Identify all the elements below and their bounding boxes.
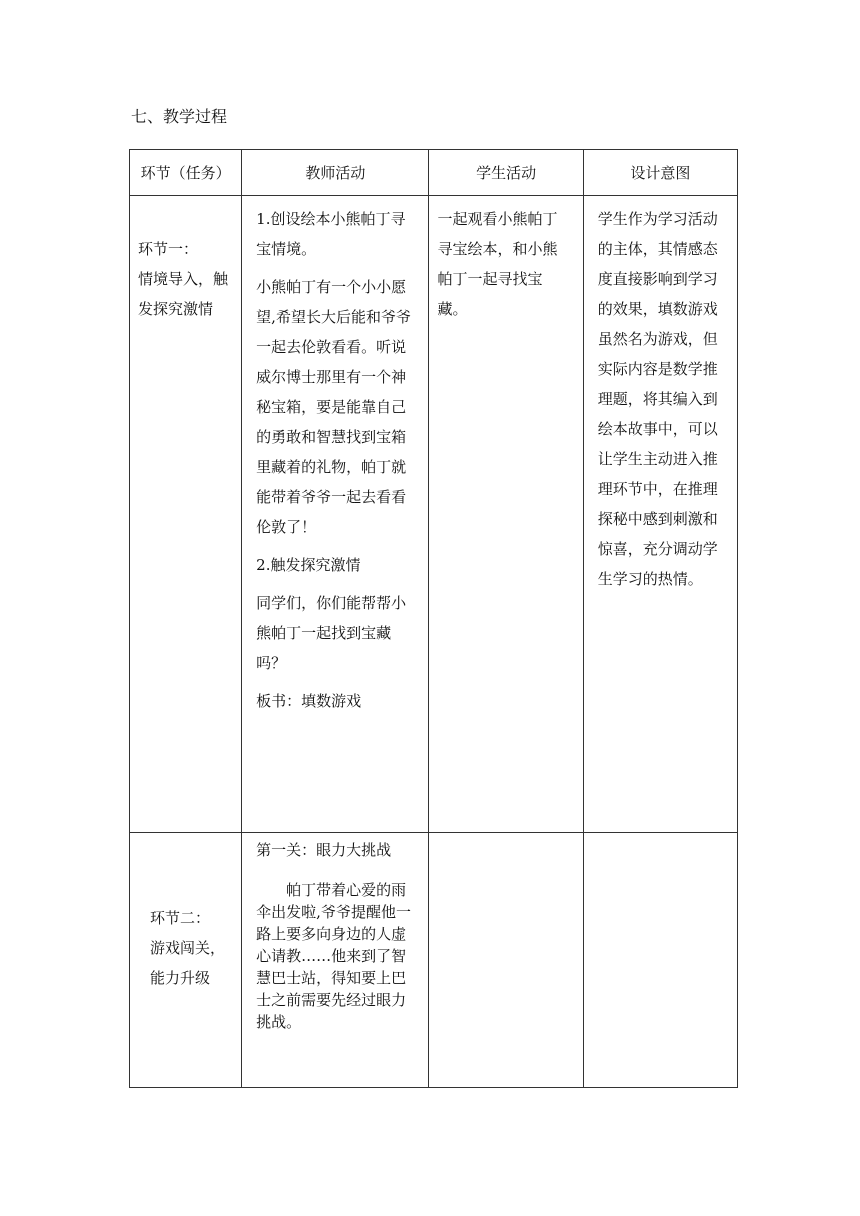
teacher-step: 1.创设绘本小熊帕丁寻宝情境。 bbox=[256, 210, 406, 258]
table-header-row bbox=[130, 150, 738, 196]
teacher-question: 同学们，你们能帮帮小熊帕丁一起找到宝藏吗？ bbox=[256, 594, 407, 672]
teaching-process-table bbox=[129, 149, 738, 1088]
table-row bbox=[130, 833, 738, 1088]
table-row bbox=[130, 196, 738, 833]
teacher-activity-cell bbox=[242, 196, 429, 833]
teacher-story: 小熊帕丁有一个小小愿望,希望长大后能和爷爷一起去伦敦看看。听说威尔博士那里有一个神秘宝箱，要是能靠自己的勇敢和智慧找到宝箱里藏着的礼物，帕丁就能带着爷爷一起去看看伦敦了！ bbox=[256, 278, 411, 536]
teacher-level-title: 第一关：眼力大挑战 bbox=[256, 841, 392, 859]
student-activity-text: 一起观看小熊帕丁寻宝绘本，和小熊帕丁一起寻找宝藏。 bbox=[437, 210, 558, 318]
design-intent-text: 学生作为学习活动的主体，其情感态度直接影响到学习的效果，填数游戏虽然名为游戏，但实际内容是数学推理题，将其编入到绘本故事中，可以让学生主动进入推理环节中，在推理探秘中感到刺激和惊喜，充分调动学生学习的热情。 bbox=[597, 210, 718, 588]
header-stage: 环节（任务） bbox=[130, 150, 242, 196]
stage-cell bbox=[130, 196, 242, 833]
student-activity-cell bbox=[429, 833, 583, 1088]
design-intent-cell bbox=[583, 833, 737, 1088]
header-student-activity: 学生活动 bbox=[429, 150, 583, 196]
stage-number: 环节一： bbox=[138, 240, 199, 258]
header-teacher-activity: 教师活动 bbox=[242, 150, 429, 196]
stage-cell bbox=[130, 833, 242, 1088]
teacher-story: 帕丁带着心爱的雨伞出发啦,爷爷提醒他一路上要多向身边的人虚心请教……他来到了智慧巴士站，得知要上巴士之前需要先经过眼力挑战。 bbox=[256, 881, 411, 1031]
teacher-activity-cell bbox=[242, 833, 429, 1088]
design-intent-cell bbox=[583, 196, 737, 833]
teacher-step: 2.触发探究激情 bbox=[256, 556, 361, 574]
stage-subtitle: 能力升级 bbox=[150, 969, 211, 987]
teacher-board-note: 板书：填数游戏 bbox=[256, 692, 362, 710]
stage-number: 环节二： bbox=[150, 909, 211, 927]
student-activity-cell bbox=[429, 196, 583, 833]
stage-title: 游戏闯关， bbox=[150, 939, 226, 957]
stage-title: 情境导入，触发探究激情 bbox=[138, 270, 229, 318]
section-title: 七、教学过程 bbox=[131, 107, 228, 126]
header-design-intent: 设计意图 bbox=[583, 150, 737, 196]
